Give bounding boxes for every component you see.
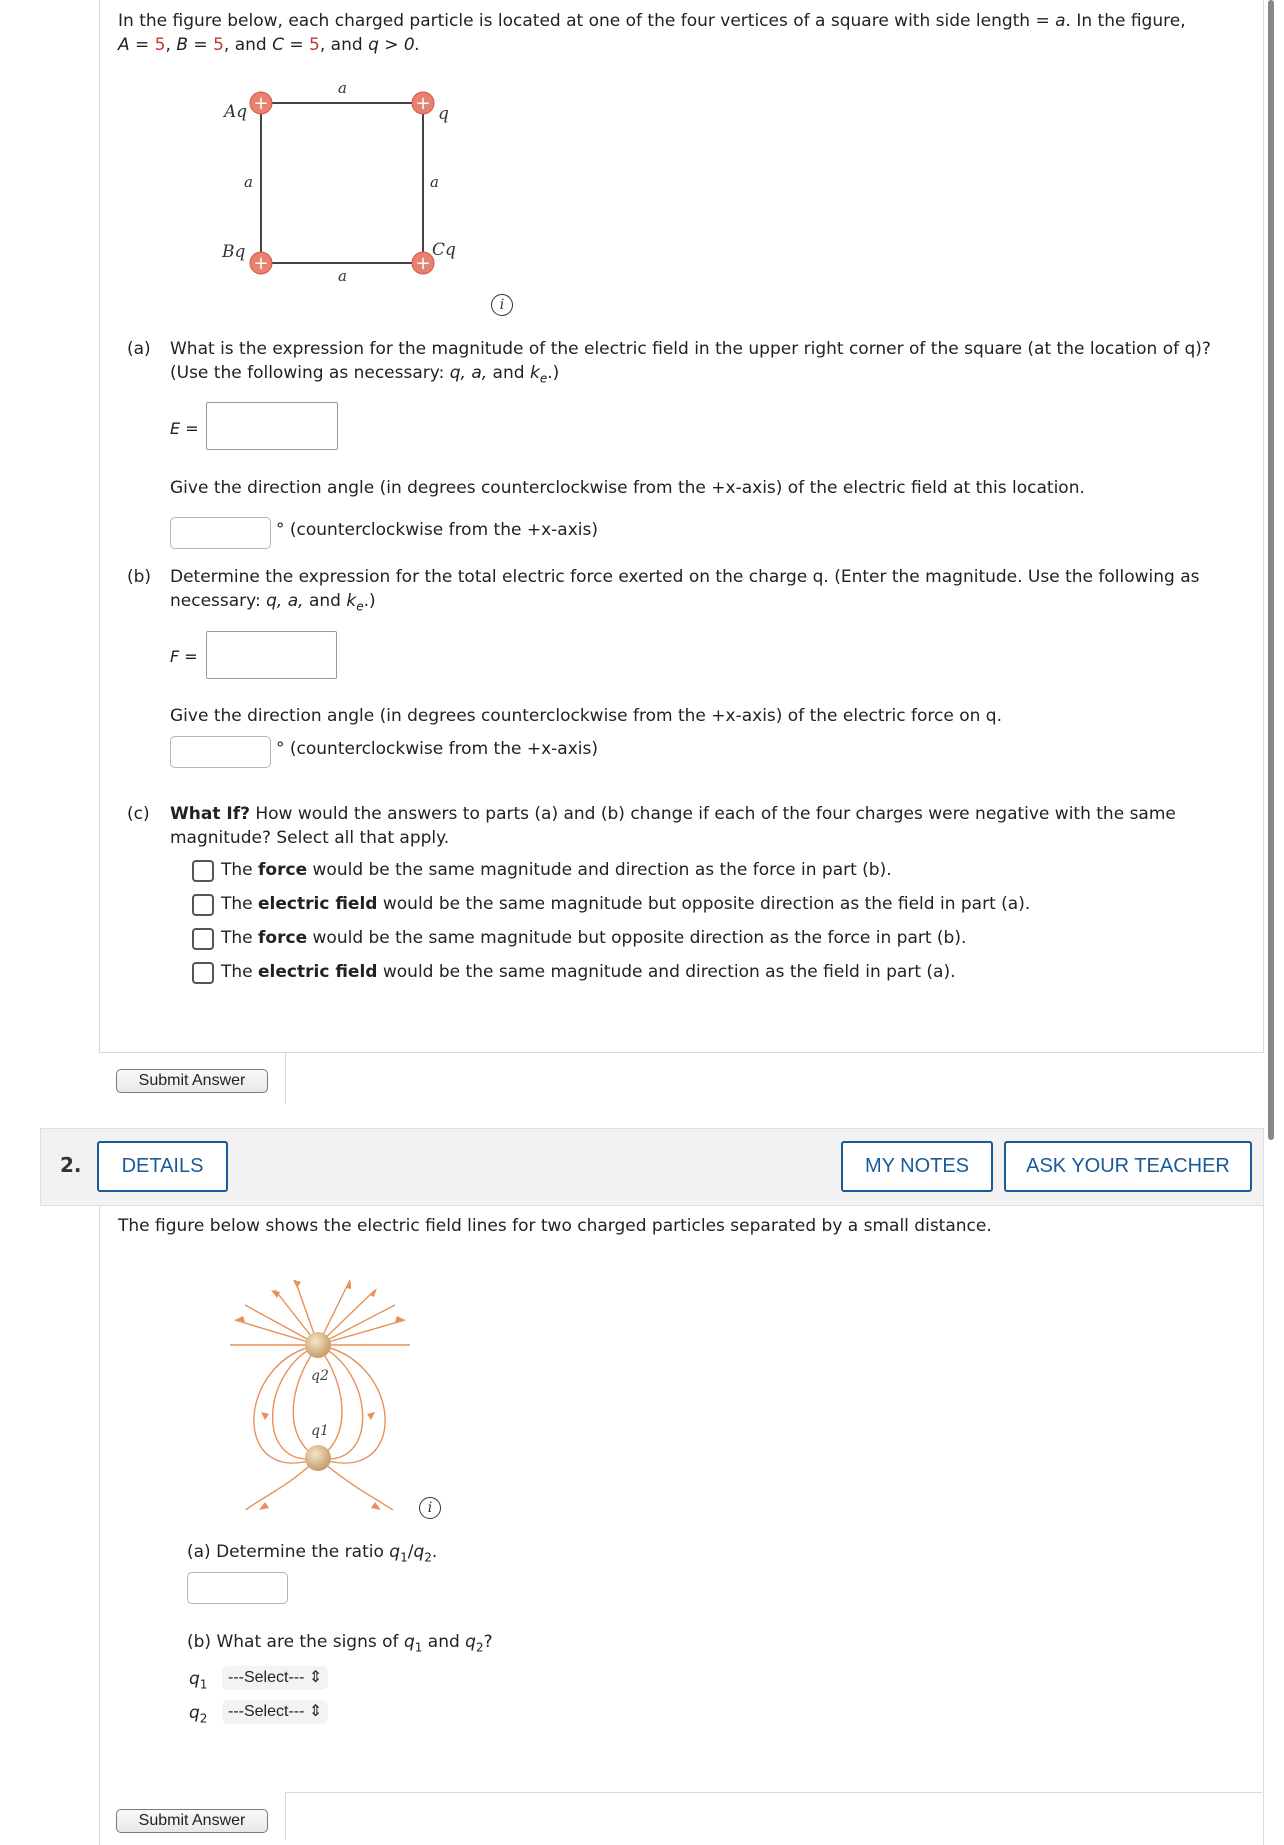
k-sub: e bbox=[539, 371, 548, 386]
side-label-left: a bbox=[244, 173, 253, 191]
q2-part-a-prompt bbox=[187, 1540, 437, 1569]
C-value: 5 bbox=[309, 35, 320, 55]
q1-submit-button[interactable]: Submit Answer bbox=[116, 1069, 268, 1093]
part-c-line1 bbox=[170, 802, 1176, 826]
option-3-checkbox[interactable] bbox=[192, 928, 214, 950]
text: and bbox=[422, 1632, 466, 1652]
q-var: q bbox=[189, 1703, 200, 1723]
q-var: q bbox=[189, 1669, 200, 1689]
A-value: 5 bbox=[154, 35, 166, 55]
B-label: B bbox=[176, 35, 189, 55]
intro-text: In the figure below, each charged particle is located at one of the four vertices of a square with side length = bbox=[118, 11, 1056, 31]
divider bbox=[285, 1792, 1262, 1793]
updown-icon: ⇕ bbox=[308, 1703, 323, 1720]
option-1-checkbox[interactable] bbox=[192, 860, 214, 882]
side-label-right: a bbox=[430, 173, 439, 191]
text: (Use the following as necessary: bbox=[170, 363, 450, 383]
sub: 1 bbox=[199, 1677, 208, 1692]
label-Bq: Bq bbox=[222, 242, 246, 262]
divider bbox=[285, 1052, 1262, 1053]
label-q2: q2 bbox=[311, 1368, 329, 1384]
q-var: q bbox=[403, 1632, 415, 1652]
part-a-line2 bbox=[170, 361, 559, 390]
q-condition: q > 0. bbox=[368, 35, 421, 55]
svg-text:+: + bbox=[415, 253, 431, 274]
option-2-label[interactable] bbox=[221, 892, 1030, 916]
option-3-label[interactable] bbox=[221, 926, 966, 950]
q1-intro-line1 bbox=[118, 9, 1186, 33]
sub: 2 bbox=[424, 1550, 432, 1565]
q2-submit-button[interactable]: Submit Answer bbox=[116, 1809, 268, 1833]
ask-teacher-button[interactable]: ASK YOUR TEACHER bbox=[1004, 1141, 1252, 1192]
text: ? bbox=[483, 1632, 493, 1652]
charge-A bbox=[250, 92, 272, 114]
k-var: k bbox=[346, 591, 357, 611]
option-2-checkbox[interactable] bbox=[192, 894, 214, 916]
E-direction-input[interactable] bbox=[170, 517, 271, 549]
sub: 2 bbox=[199, 1711, 208, 1726]
option-4-checkbox[interactable] bbox=[192, 962, 214, 984]
part-c-line2: magnitude? Select all that apply. bbox=[170, 828, 450, 848]
B-value: 5 bbox=[213, 35, 224, 55]
part-b-line1: Determine the expression for the total electric force exerted on the charge q. (Enter the magnitude. Use the following as bbox=[170, 567, 1200, 587]
charge-q bbox=[412, 92, 434, 114]
charge-C bbox=[412, 252, 434, 274]
text: .) bbox=[547, 363, 560, 383]
part-a-direction-prompt: Give the direction angle (in degrees counterclockwise from the +x-axis) of the electric field at this location. bbox=[170, 478, 1085, 498]
sub: 1 bbox=[400, 1550, 408, 1565]
text: How would the answers to parts (a) and (b) change if each of the four charges were negative with the same bbox=[249, 804, 1176, 824]
part-b-direction-prompt: Give the direction angle (in degrees counterclockwise from the +x-axis) of the electric force on q. bbox=[170, 706, 1003, 726]
part-a-label: (a) bbox=[127, 339, 151, 359]
label-Aq: Aq bbox=[224, 102, 248, 122]
E-label: E = bbox=[170, 419, 199, 438]
A-label: A bbox=[118, 35, 130, 55]
k-sub: e bbox=[356, 599, 364, 614]
text: would be the same magnitude but opposite direction as the field in part (a). bbox=[377, 894, 1031, 914]
part-b-line2 bbox=[170, 589, 376, 618]
scrollbar[interactable] bbox=[1268, 0, 1274, 1140]
vars: q, a, bbox=[266, 591, 304, 611]
text: (a) Determine the ratio bbox=[187, 1542, 390, 1562]
charge-B bbox=[250, 252, 272, 274]
field-lines-figure bbox=[225, 1250, 425, 1510]
bold-text: force bbox=[258, 860, 308, 880]
svg-text:+: + bbox=[253, 253, 269, 274]
text: .) bbox=[363, 591, 376, 611]
svg-text:+: + bbox=[253, 93, 269, 114]
side-label-bottom: a bbox=[338, 267, 347, 285]
text: The bbox=[221, 894, 259, 914]
square-charges-figure bbox=[210, 75, 470, 285]
text: (b) What are the signs of bbox=[187, 1632, 404, 1652]
vars: q, a, bbox=[449, 363, 488, 383]
text: would be the same magnitude but opposite direction as the force in part (b). bbox=[307, 928, 967, 948]
q2-sign-select[interactable] bbox=[222, 1700, 328, 1724]
text: necessary: bbox=[170, 591, 267, 611]
slash: / bbox=[407, 1542, 414, 1562]
charge-q2 bbox=[305, 1332, 331, 1358]
text: The bbox=[221, 962, 259, 982]
intro-var: a bbox=[1055, 11, 1066, 31]
text: The bbox=[221, 860, 259, 880]
q-var: q bbox=[413, 1542, 425, 1562]
q2-intro: The figure below shows the electric field lines for two charged particles separated by a small distance. bbox=[118, 1216, 992, 1236]
details-button[interactable]: DETAILS bbox=[97, 1141, 228, 1192]
divider bbox=[285, 1052, 286, 1104]
F-label: F = bbox=[170, 647, 198, 666]
option-4-label[interactable] bbox=[221, 960, 956, 984]
text: would be the same magnitude and direction as the force in part (b). bbox=[307, 860, 892, 880]
part-b-label: (b) bbox=[127, 567, 152, 587]
select-value: ---Select--- bbox=[228, 1703, 305, 1720]
divider bbox=[285, 1792, 286, 1840]
q2-number: 2. bbox=[60, 1153, 82, 1177]
F-input[interactable] bbox=[206, 631, 337, 679]
text: and bbox=[303, 591, 347, 611]
part-a-line1: What is the expression for the magnitude of the electric field in the upper right corner of the square (at the location of q)? bbox=[170, 339, 1211, 359]
E-input[interactable] bbox=[206, 402, 338, 450]
intro-text-end: . In the figure, bbox=[1065, 11, 1186, 31]
select-value: ---Select--- bbox=[228, 1669, 305, 1686]
bold-text: force bbox=[258, 928, 308, 948]
q-var: q bbox=[465, 1632, 476, 1652]
q1-sign-select[interactable] bbox=[222, 1666, 328, 1690]
F-direction-input[interactable] bbox=[170, 736, 271, 768]
what-if-label: What If? bbox=[170, 804, 250, 824]
svg-text:+: + bbox=[415, 93, 431, 114]
updown-icon: ⇕ bbox=[308, 1669, 323, 1686]
sub: 2 bbox=[475, 1640, 484, 1655]
q-var: q bbox=[389, 1542, 401, 1562]
text: would be the same magnitude and direction as the field in part (a). bbox=[377, 962, 956, 982]
bold-text: electric field bbox=[258, 894, 378, 914]
F-direction-unit: ° (counterclockwise from the +x-axis) bbox=[276, 739, 598, 759]
option-1-label[interactable] bbox=[221, 858, 892, 882]
text: . bbox=[431, 1542, 438, 1562]
bold-text: electric field bbox=[258, 962, 378, 982]
label-q: q bbox=[438, 104, 449, 124]
info-icon[interactable]: i bbox=[491, 294, 513, 316]
q1-intro-line2: A = 5, B = 5, and C = 5, and q > 0. bbox=[118, 35, 421, 55]
C-label: C bbox=[272, 35, 284, 55]
q2-sign-label bbox=[189, 1701, 207, 1730]
my-notes-button[interactable]: MY NOTES bbox=[841, 1141, 993, 1192]
part-c-label: (c) bbox=[127, 804, 150, 824]
info-icon[interactable]: i bbox=[419, 1497, 441, 1519]
q1-sign-label bbox=[189, 1667, 207, 1696]
text: The bbox=[221, 928, 259, 948]
E-direction-unit: ° (counterclockwise from the +x-axis) bbox=[276, 520, 598, 540]
charge-q1 bbox=[305, 1445, 331, 1471]
sub: 1 bbox=[414, 1640, 423, 1655]
k-var: k bbox=[529, 363, 540, 383]
side-label-top: a bbox=[338, 79, 347, 97]
label-q1: q1 bbox=[311, 1423, 329, 1439]
label-Cq: Cq bbox=[432, 240, 456, 260]
square bbox=[261, 103, 423, 263]
ratio-input[interactable] bbox=[187, 1572, 288, 1604]
text: and bbox=[487, 363, 530, 383]
q2-part-b-prompt bbox=[187, 1630, 493, 1659]
